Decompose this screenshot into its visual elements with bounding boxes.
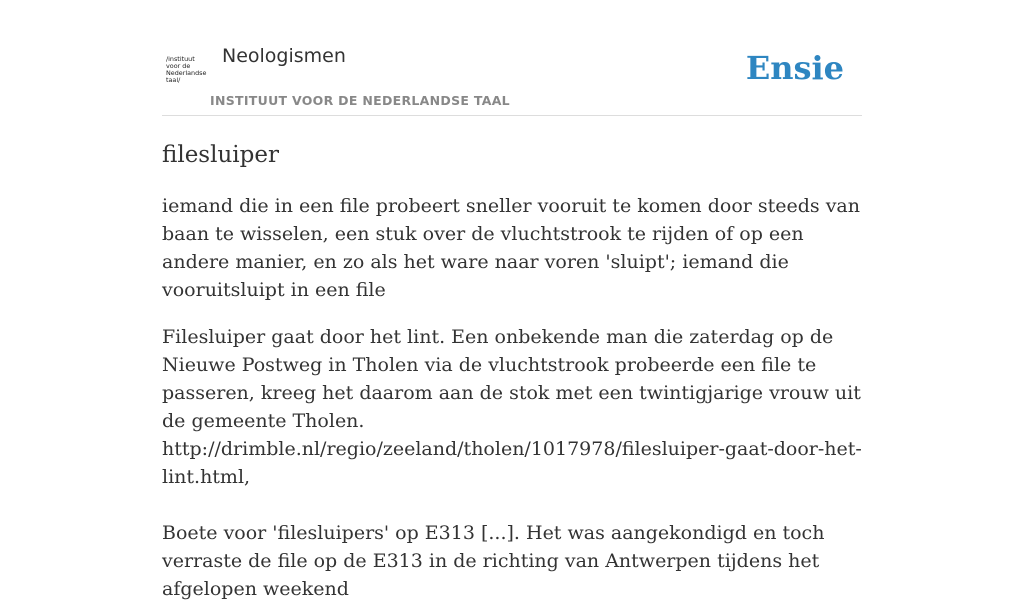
dictionary-title-link[interactable]: Neologismen (222, 45, 346, 67)
logo-line: Nederlandse (166, 69, 207, 77)
ivdnt-logo[interactable] (166, 56, 208, 90)
entry-card (162, 0, 862, 603)
example-text: Boete voor 'filesluipers' op E313 [...]. Het was aangekondigd en toch verraste de file op de E313 in de richting van Antwerpen tijdens het afgelopen weekend (162, 522, 825, 600)
header (162, 0, 862, 116)
example-text: Filesluiper gaat door het lint. Een onbekende man die zaterdag op de Nieuwe Postweg in Tholen via de vluchtstrook probeerde een file te passeren, kreeg het daarom aan de stok met een twintigjarige vrouw uit de gemeente Tholen. (162, 326, 861, 432)
publisher-name: INSTITUUT VOOR DE NEDERLANDSE TAAL (210, 93, 510, 108)
example-source-url: http://drimble.nl/regio/zeeland/tholen/1017978/filesluiper-gaat-door-het-lint.html, (162, 438, 862, 488)
ensie-brand-logo[interactable]: Ensie (745, 49, 844, 87)
logo-line: taal/ (166, 76, 181, 84)
definition: iemand die in een file probeert sneller vooruit te komen door steeds van baan te wisselen, een stuk over de vluchtstrook te rijden of op een andere manier, en zo als het ware naar voren 'sluipt'; iemand die vooruitsluipt in een file (162, 195, 860, 301)
logo-line: /instituut (166, 55, 195, 63)
logo-line: voor de (166, 62, 191, 70)
headword: filesluiper (162, 142, 279, 168)
example-quote (162, 323, 862, 491)
example-quote (162, 519, 862, 603)
